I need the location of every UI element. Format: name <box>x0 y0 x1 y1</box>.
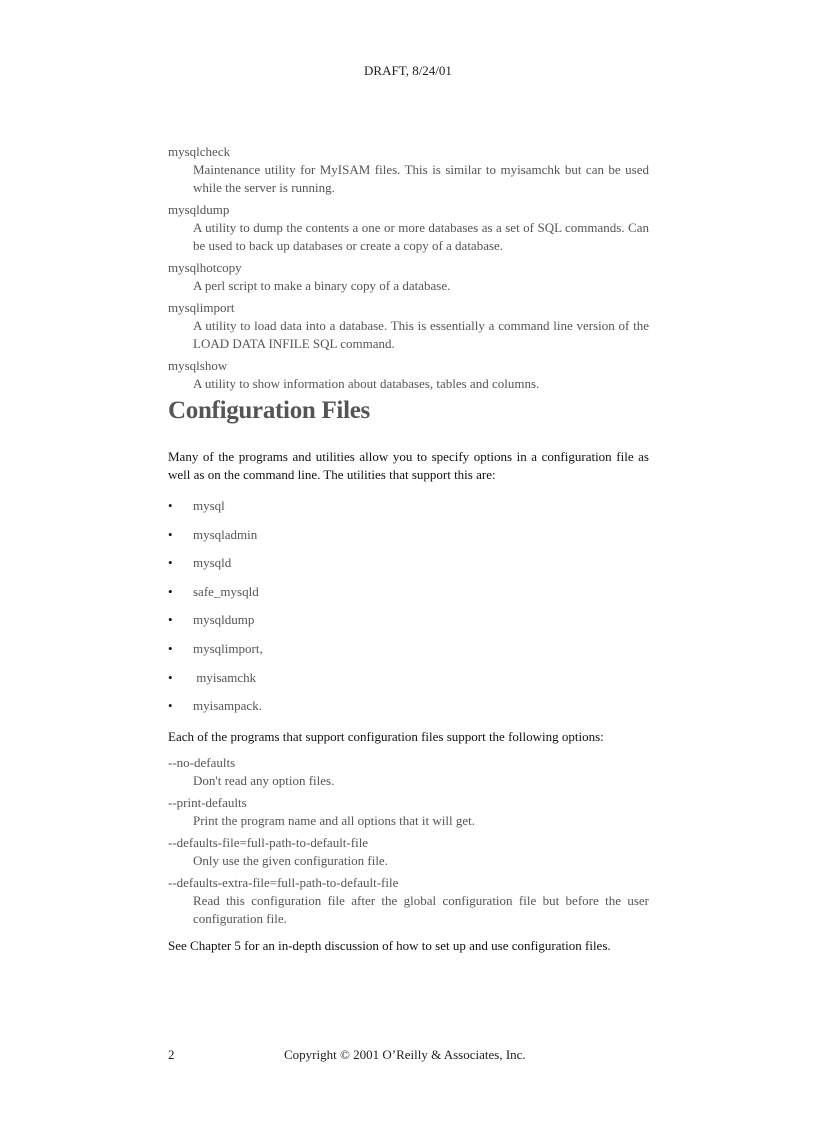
option-name: --no-defaults <box>168 755 236 770</box>
utilities-list <box>168 143 649 397</box>
options-list <box>168 754 649 932</box>
option-entry <box>168 794 649 830</box>
list-item-label: mysqldump <box>193 612 255 628</box>
bullet-icon: • <box>168 498 173 513</box>
utility-entry <box>168 201 649 255</box>
list-item <box>168 669 649 698</box>
utility-description: A perl script to make a binary copy of a database. <box>193 278 451 293</box>
list-item <box>168 526 649 555</box>
option-description: Don't read any option files. <box>193 773 335 788</box>
copyright-notice: Copyright © 2001 O’Reilly & Associates, Inc. <box>284 1047 526 1062</box>
bullet-icon: • <box>168 698 173 714</box>
utility-name: mysqlcheck <box>168 144 231 159</box>
list-item-label: safe_mysqld <box>193 583 259 599</box>
option-name: --defaults-file=full-path-to-default-file <box>168 835 369 850</box>
utility-description: Maintenance utility for MyISAM files. This is similar to myisamchk but can be used while the server is running. <box>193 162 649 195</box>
option-entry <box>168 754 649 790</box>
utility-entry <box>168 357 649 393</box>
closing-paragraph: See Chapter 5 for an in-depth discussion of how to set up and use configuration files. <box>168 938 611 953</box>
option-name: --defaults-extra-file=full-path-to-default-file <box>168 875 399 890</box>
list-item-label: mysqladmin <box>193 526 258 542</box>
section-intro: Many of the programs and utilities allow you to specify options in a configuration file as well as on the command line. The utilities that support this are: <box>168 449 649 482</box>
list-item <box>168 497 649 526</box>
option-description: Only use the given configuration file. <box>193 853 388 868</box>
list-item <box>168 611 649 640</box>
utility-name: mysqlimport <box>168 300 235 315</box>
utility-description: A utility to load data into a database. This is essentially a command line version of the LOAD DATA INFILE SQL command. <box>193 318 649 351</box>
option-description: Print the program name and all options that it will get. <box>193 813 475 828</box>
list-item-label: mysql <box>193 498 225 513</box>
list-item <box>168 697 649 726</box>
utility-name: mysqldump <box>168 202 230 217</box>
utility-entry <box>168 299 649 353</box>
utility-entry <box>168 259 649 295</box>
option-entry <box>168 874 649 928</box>
bullet-icon: • <box>168 612 173 628</box>
option-description: Read this configuration file after the global configuration file but before the user configuration file. <box>193 893 649 926</box>
list-item-label: mysqlimport, <box>193 640 263 656</box>
bullet-icon: • <box>168 526 173 542</box>
utility-name: mysqlhotcopy <box>168 260 242 275</box>
option-name: --print-defaults <box>168 795 247 810</box>
utility-description: A utility to dump the contents a one or more databases as a set of SQL commands. Can be used to back up databases or create a copy of a database. <box>193 220 649 253</box>
page-number: 2 <box>168 1047 175 1062</box>
options-intro: Each of the programs that support configuration files support the following options: <box>168 729 604 744</box>
section-title: Configuration Files <box>168 397 370 424</box>
bullet-icon: • <box>168 640 173 656</box>
page-header: DRAFT, 8/24/01 <box>364 63 452 78</box>
supported-utilities-list <box>168 497 649 726</box>
utility-entry <box>168 143 649 197</box>
option-entry <box>168 834 649 870</box>
bullet-icon: • <box>168 669 173 685</box>
bullet-icon: • <box>168 583 173 599</box>
utility-description: A utility to show information about databases, tables and columns. <box>193 376 540 391</box>
list-item <box>168 583 649 612</box>
list-item-label: myisamchk <box>193 669 257 685</box>
list-item <box>168 554 649 583</box>
utility-name: mysqlshow <box>168 358 228 373</box>
list-item-label: myisampack. <box>193 698 262 714</box>
list-item <box>168 640 649 669</box>
bullet-icon: • <box>168 555 173 571</box>
list-item-label: mysqld <box>193 555 232 571</box>
